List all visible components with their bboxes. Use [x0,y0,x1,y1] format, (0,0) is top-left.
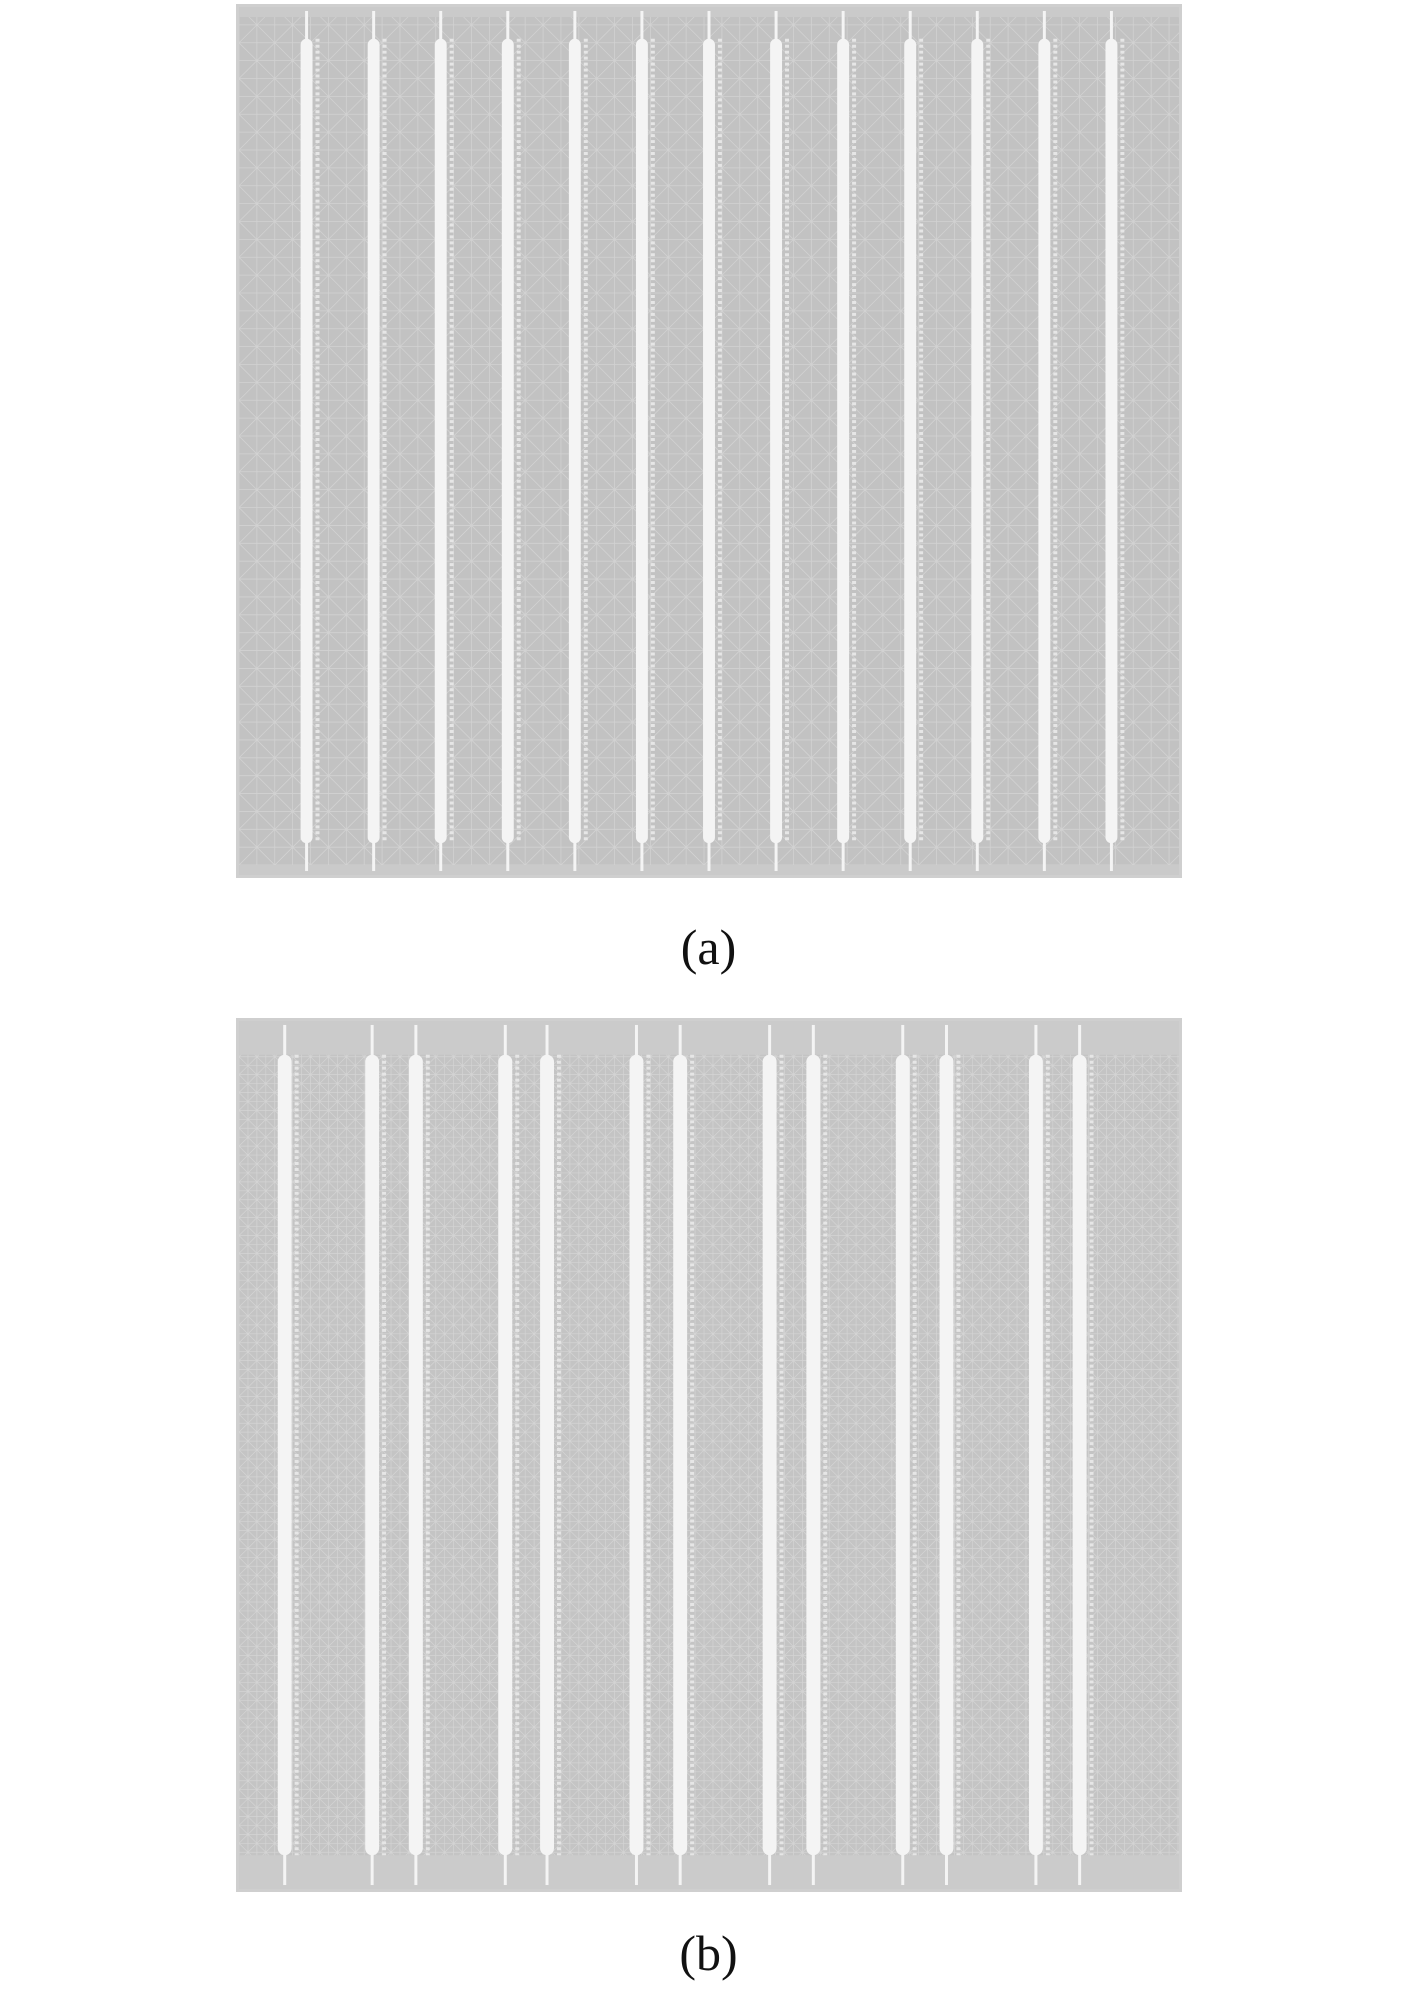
rod-bar [1073,1055,1087,1855]
rod-11 [940,1025,959,1885]
rod-bar [301,39,313,843]
rod-bar [540,1055,554,1855]
mesh-panel-b [236,1018,1182,1892]
top-strip [239,1021,1179,1055]
rod-2 [365,1025,384,1885]
rod-bar [763,1055,777,1855]
rod-10 [896,1025,915,1885]
rod-bar [498,1055,512,1855]
rod-bar [896,1055,910,1855]
rods [301,11,1123,871]
rod-9 [806,1025,825,1885]
rod-bar [630,1055,644,1855]
rod-bar [636,39,648,843]
mesh-plot-a [239,7,1179,875]
mesh-panel-a [236,4,1182,878]
bottom-strip [239,1855,1179,1889]
rod-bar [806,1055,820,1855]
rod-bar [673,1055,687,1855]
rod-bar [971,39,983,843]
rod-bar [502,39,514,843]
caption-b: (b) [679,1925,738,1981]
rod-3 [409,1025,428,1885]
rod-bar [435,39,447,843]
rod-bar [569,39,581,843]
caption-a: (a) [680,919,737,975]
rod-bar [1105,39,1117,843]
rod-4 [498,1025,517,1885]
rod-bar [940,1055,954,1855]
rod-8 [770,11,787,871]
rod-bar [770,39,782,843]
rod-bar [703,39,715,843]
rod-8 [763,1025,782,1885]
rod-7 [703,11,720,871]
rod-bar [837,39,849,843]
rod-bar [278,1055,292,1855]
rod-bar [904,39,916,843]
rod-12 [1038,11,1055,871]
rod-bar [365,1055,379,1855]
rod-1 [278,1025,297,1885]
rod-7 [673,1025,692,1885]
mesh-plot-b [239,1021,1179,1889]
rod-bar [1029,1055,1043,1855]
rod-12 [1029,1025,1048,1885]
rod-4 [502,11,519,871]
rod-5 [569,11,586,871]
rod-bar [368,39,380,843]
rod-bar [409,1055,423,1855]
rod-bar [1038,39,1050,843]
rod-13 [1105,11,1122,871]
